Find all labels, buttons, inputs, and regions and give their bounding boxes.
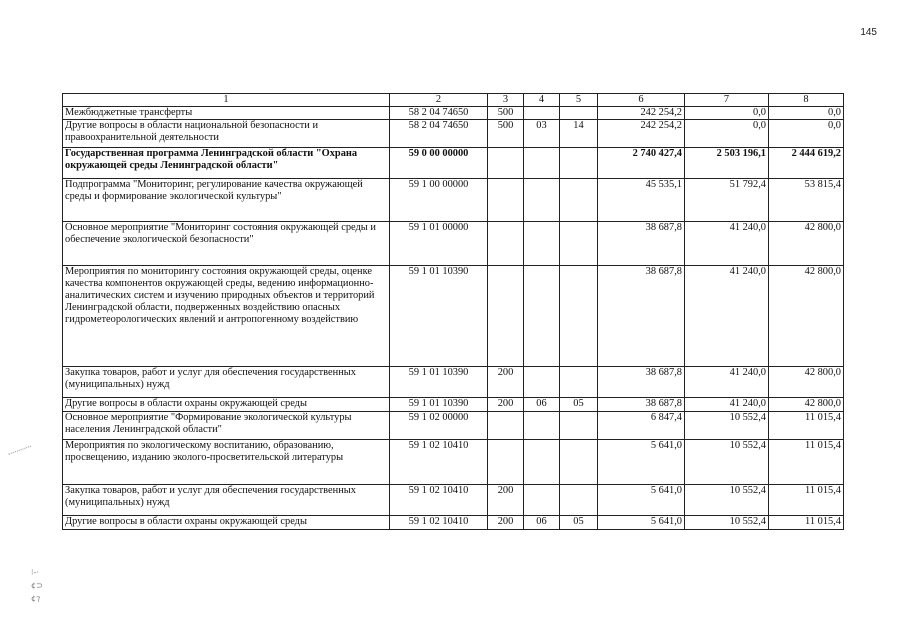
row-value-7: 2 503 196,1 xyxy=(685,148,769,179)
row-subsection xyxy=(560,148,598,179)
row-value-7: 51 792,4 xyxy=(685,179,769,222)
row-expense-type xyxy=(488,148,524,179)
row-value-8: 42 800,0 xyxy=(769,367,844,398)
row-section xyxy=(524,367,560,398)
row-subsection xyxy=(560,440,598,485)
table-row xyxy=(63,179,844,222)
row-subsection: 14 xyxy=(560,120,598,148)
row-code: 59 1 01 10390 xyxy=(390,398,488,412)
header-col-5: 5 xyxy=(560,94,598,107)
row-value-6: 38 687,8 xyxy=(598,398,685,412)
page-number: 145 xyxy=(860,27,877,38)
table-row xyxy=(63,485,844,516)
row-expense-type: 200 xyxy=(488,485,524,516)
row-value-7: 41 240,0 xyxy=(685,266,769,367)
row-subsection xyxy=(560,412,598,440)
row-subsection xyxy=(560,179,598,222)
row-code: 59 0 00 00000 xyxy=(390,148,488,179)
table-row xyxy=(63,107,844,120)
row-value-7: 0,0 xyxy=(685,120,769,148)
row-value-8: 42 800,0 xyxy=(769,222,844,266)
row-value-7: 10 552,4 xyxy=(685,485,769,516)
table-row xyxy=(63,120,844,148)
row-section xyxy=(524,107,560,120)
row-name: Мероприятия по экологическому воспитанию, образованию, просвещению, изданию эколого-просветительской литературы xyxy=(63,440,390,485)
row-subsection: 05 xyxy=(560,398,598,412)
row-section xyxy=(524,148,560,179)
row-value-8: 11 015,4 xyxy=(769,412,844,440)
row-name: Межбюджетные трансферты xyxy=(63,107,390,120)
row-section xyxy=(524,412,560,440)
row-expense-type xyxy=(488,412,524,440)
row-subsection xyxy=(560,485,598,516)
row-value-7: 10 552,4 xyxy=(685,440,769,485)
row-subsection: 05 xyxy=(560,516,598,530)
row-value-8: 0,0 xyxy=(769,120,844,148)
header-col-1: 1 xyxy=(63,94,390,107)
header-col-3: 3 xyxy=(488,94,524,107)
row-name: Закупка товаров, работ и услуг для обеспечения государственных (муниципальных) нужд xyxy=(63,367,390,398)
row-expense-type xyxy=(488,222,524,266)
header-col-7: 7 xyxy=(685,94,769,107)
row-code: 58 2 04 74650 xyxy=(390,120,488,148)
row-value-7: 41 240,0 xyxy=(685,222,769,266)
margin-scribbles: ⁝-· ¢⊃ ¢⁊ xyxy=(31,568,43,603)
row-name: Государственная программа Ленинградской области "Охрана окружающей среды Ленинградской области" xyxy=(63,148,390,179)
table-row xyxy=(63,398,844,412)
row-value-8: 42 800,0 xyxy=(769,398,844,412)
row-code: 59 1 02 10410 xyxy=(390,440,488,485)
row-name: Мероприятия по мониторингу состояния окружающей среды, оценке качества компонентов окружающей среды, ведению информационно-аналитических систем и изучению природных объектов и территорий Ленинградской области, подверженных воздействию опасных гидрометеорологических явлений и антропогенному воздействию xyxy=(63,266,390,367)
row-value-6: 6 847,4 xyxy=(598,412,685,440)
row-name: Другие вопросы в области охраны окружающей среды xyxy=(63,516,390,530)
row-section xyxy=(524,266,560,367)
row-code: 58 2 04 74650 xyxy=(390,107,488,120)
row-code: 59 1 01 10390 xyxy=(390,266,488,367)
row-code: 59 1 01 00000 xyxy=(390,222,488,266)
header-col-6: 6 xyxy=(598,94,685,107)
margin-mark xyxy=(5,436,31,455)
row-value-6: 38 687,8 xyxy=(598,367,685,398)
row-value-6: 5 641,0 xyxy=(598,485,685,516)
row-value-6: 242 254,2 xyxy=(598,120,685,148)
row-section xyxy=(524,222,560,266)
row-section: 03 xyxy=(524,120,560,148)
row-subsection xyxy=(560,107,598,120)
row-expense-type: 200 xyxy=(488,398,524,412)
row-section: 06 xyxy=(524,516,560,530)
row-name: Другие вопросы в области охраны окружающей среды xyxy=(63,398,390,412)
row-code: 59 1 02 00000 xyxy=(390,412,488,440)
row-name: Другие вопросы в области национальной безопасности и правоохранительной деятельности xyxy=(63,120,390,148)
row-code: 59 1 00 00000 xyxy=(390,179,488,222)
row-expense-type: 200 xyxy=(488,367,524,398)
header-col-8: 8 xyxy=(769,94,844,107)
row-value-6: 2 740 427,4 xyxy=(598,148,685,179)
row-value-8: 11 015,4 xyxy=(769,440,844,485)
row-code: 59 1 02 10410 xyxy=(390,516,488,530)
row-subsection xyxy=(560,266,598,367)
table-row xyxy=(63,516,844,530)
table-row xyxy=(63,266,844,367)
row-value-6: 242 254,2 xyxy=(598,107,685,120)
row-code: 59 1 02 10410 xyxy=(390,485,488,516)
row-value-8: 42 800,0 xyxy=(769,266,844,367)
row-value-7: 41 240,0 xyxy=(685,398,769,412)
row-value-8: 0,0 xyxy=(769,107,844,120)
row-name: Закупка товаров, работ и услуг для обеспечения государственных (муниципальных) нужд xyxy=(63,485,390,516)
header-col-4: 4 xyxy=(524,94,560,107)
row-value-6: 5 641,0 xyxy=(598,516,685,530)
row-expense-type: 500 xyxy=(488,120,524,148)
row-expense-type xyxy=(488,179,524,222)
table-row xyxy=(63,367,844,398)
row-value-7: 10 552,4 xyxy=(685,412,769,440)
row-name: Основное мероприятие "Мониторинг состояния окружающей среды и обеспечение экологической безопасности" xyxy=(63,222,390,266)
row-subsection xyxy=(560,222,598,266)
table-row xyxy=(63,148,844,179)
row-expense-type: 200 xyxy=(488,516,524,530)
row-value-8: 2 444 619,2 xyxy=(769,148,844,179)
header-row xyxy=(63,94,844,107)
table-row xyxy=(63,412,844,440)
table-row xyxy=(63,440,844,485)
row-value-6: 5 641,0 xyxy=(598,440,685,485)
row-name: Основное мероприятие "Формирование экологической культуры населения Ленинградской области" xyxy=(63,412,390,440)
row-value-6: 38 687,8 xyxy=(598,266,685,367)
row-expense-type xyxy=(488,440,524,485)
row-value-6: 38 687,8 xyxy=(598,222,685,266)
row-value-7: 10 552,4 xyxy=(685,516,769,530)
row-code: 59 1 01 10390 xyxy=(390,367,488,398)
row-expense-type xyxy=(488,266,524,367)
row-value-7: 41 240,0 xyxy=(685,367,769,398)
row-section xyxy=(524,179,560,222)
row-subsection xyxy=(560,367,598,398)
table-row xyxy=(63,222,844,266)
row-section xyxy=(524,485,560,516)
row-expense-type: 500 xyxy=(488,107,524,120)
row-value-7: 0,0 xyxy=(685,107,769,120)
row-value-8: 11 015,4 xyxy=(769,516,844,530)
budget-table xyxy=(62,93,844,530)
row-name: Подпрограмма "Мониторинг, регулирование качества окружающей среды и формирование экологической культуры" xyxy=(63,179,390,222)
row-section: 06 xyxy=(524,398,560,412)
row-value-8: 53 815,4 xyxy=(769,179,844,222)
row-value-6: 45 535,1 xyxy=(598,179,685,222)
header-col-2: 2 xyxy=(390,94,488,107)
row-section xyxy=(524,440,560,485)
row-value-8: 11 015,4 xyxy=(769,485,844,516)
